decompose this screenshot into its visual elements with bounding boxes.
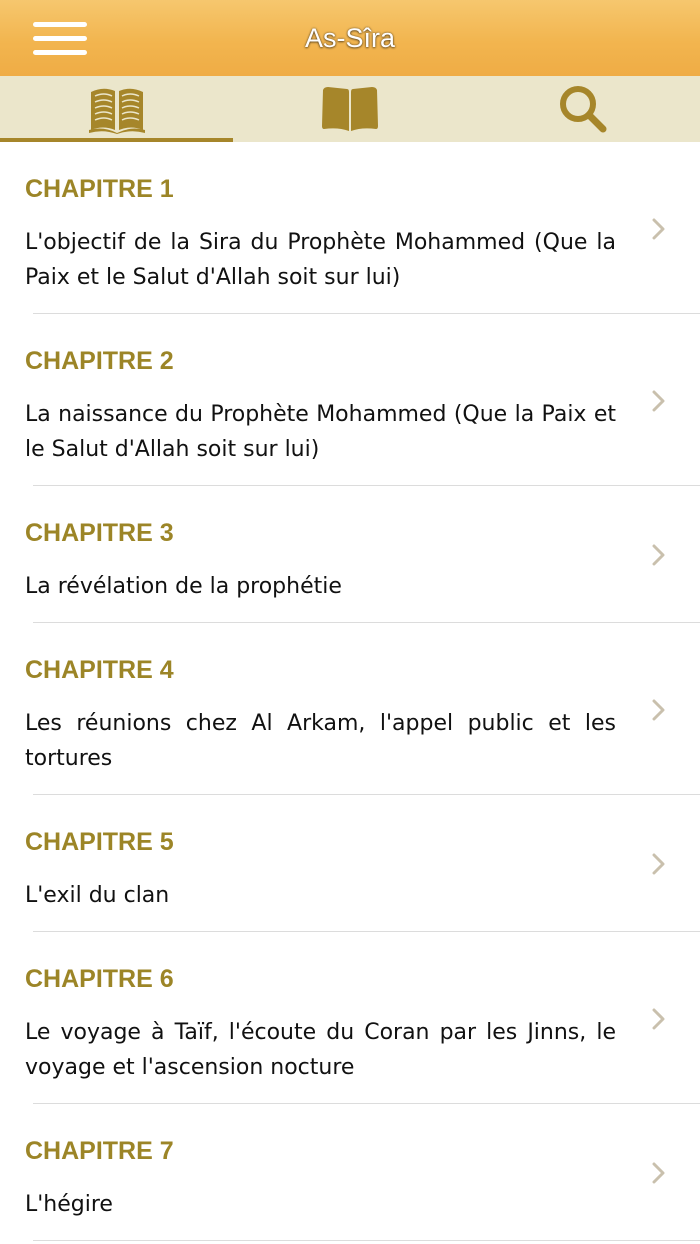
tab-bookmarks[interactable]: [233, 76, 466, 142]
chapter-title: CHAPITRE 3: [25, 519, 174, 547]
chapter-row[interactable]: [0, 314, 700, 486]
closed-book-icon: [321, 86, 379, 132]
chapter-row[interactable]: [0, 142, 700, 314]
tab-chapters[interactable]: [0, 76, 233, 142]
chapter-title: CHAPITRE 4: [25, 656, 174, 684]
chapter-list: [0, 142, 700, 1241]
open-book-icon: [89, 84, 145, 134]
chevron-right-icon: [652, 1162, 666, 1184]
chevron-right-icon: [652, 390, 666, 412]
chapter-description: Le voyage à Taïf, l'écoute du Coran par les Jinns, le voyage et l'ascension nocture: [25, 1020, 616, 1080]
chapter-row[interactable]: [0, 486, 700, 623]
chapter-row[interactable]: [0, 795, 700, 932]
chapter-title: CHAPITRE 1: [25, 175, 174, 203]
tab-search[interactable]: [466, 76, 699, 142]
chapter-title: CHAPITRE 6: [25, 965, 174, 993]
chapter-row[interactable]: [0, 1104, 700, 1241]
chapter-description: La révélation de la prophétie: [25, 574, 342, 599]
search-icon: [558, 84, 608, 134]
chevron-right-icon: [652, 853, 666, 875]
chevron-right-icon: [652, 544, 666, 566]
chapter-title: CHAPITRE 5: [25, 828, 174, 856]
chapter-description: La naissance du Prophète Mohammed (Que la Paix et le Salut d'Allah soit sur lui): [25, 402, 616, 462]
tab-bar: [0, 76, 700, 142]
chapter-title: CHAPITRE 2: [25, 347, 174, 375]
chapter-title: CHAPITRE 7: [25, 1137, 174, 1165]
chapter-description: Les réunions chez Al Arkam, l'appel public et les tortures: [25, 711, 616, 771]
chevron-right-icon: [652, 218, 666, 240]
chevron-right-icon: [652, 699, 666, 721]
navigation-bar: [0, 0, 700, 76]
chapter-description: L'hégire: [25, 1192, 113, 1217]
chapter-row[interactable]: [0, 932, 700, 1104]
page-title: As-Sîra: [304, 23, 396, 53]
chapter-row[interactable]: [0, 623, 700, 795]
row-separator: [33, 1240, 700, 1241]
chapter-description: L'exil du clan: [25, 883, 170, 908]
chevron-right-icon: [652, 1008, 666, 1030]
chapter-description: L'objectif de la Sira du Prophète Mohammed (Que la Paix et le Salut d'Allah soit sur lui): [25, 230, 616, 290]
